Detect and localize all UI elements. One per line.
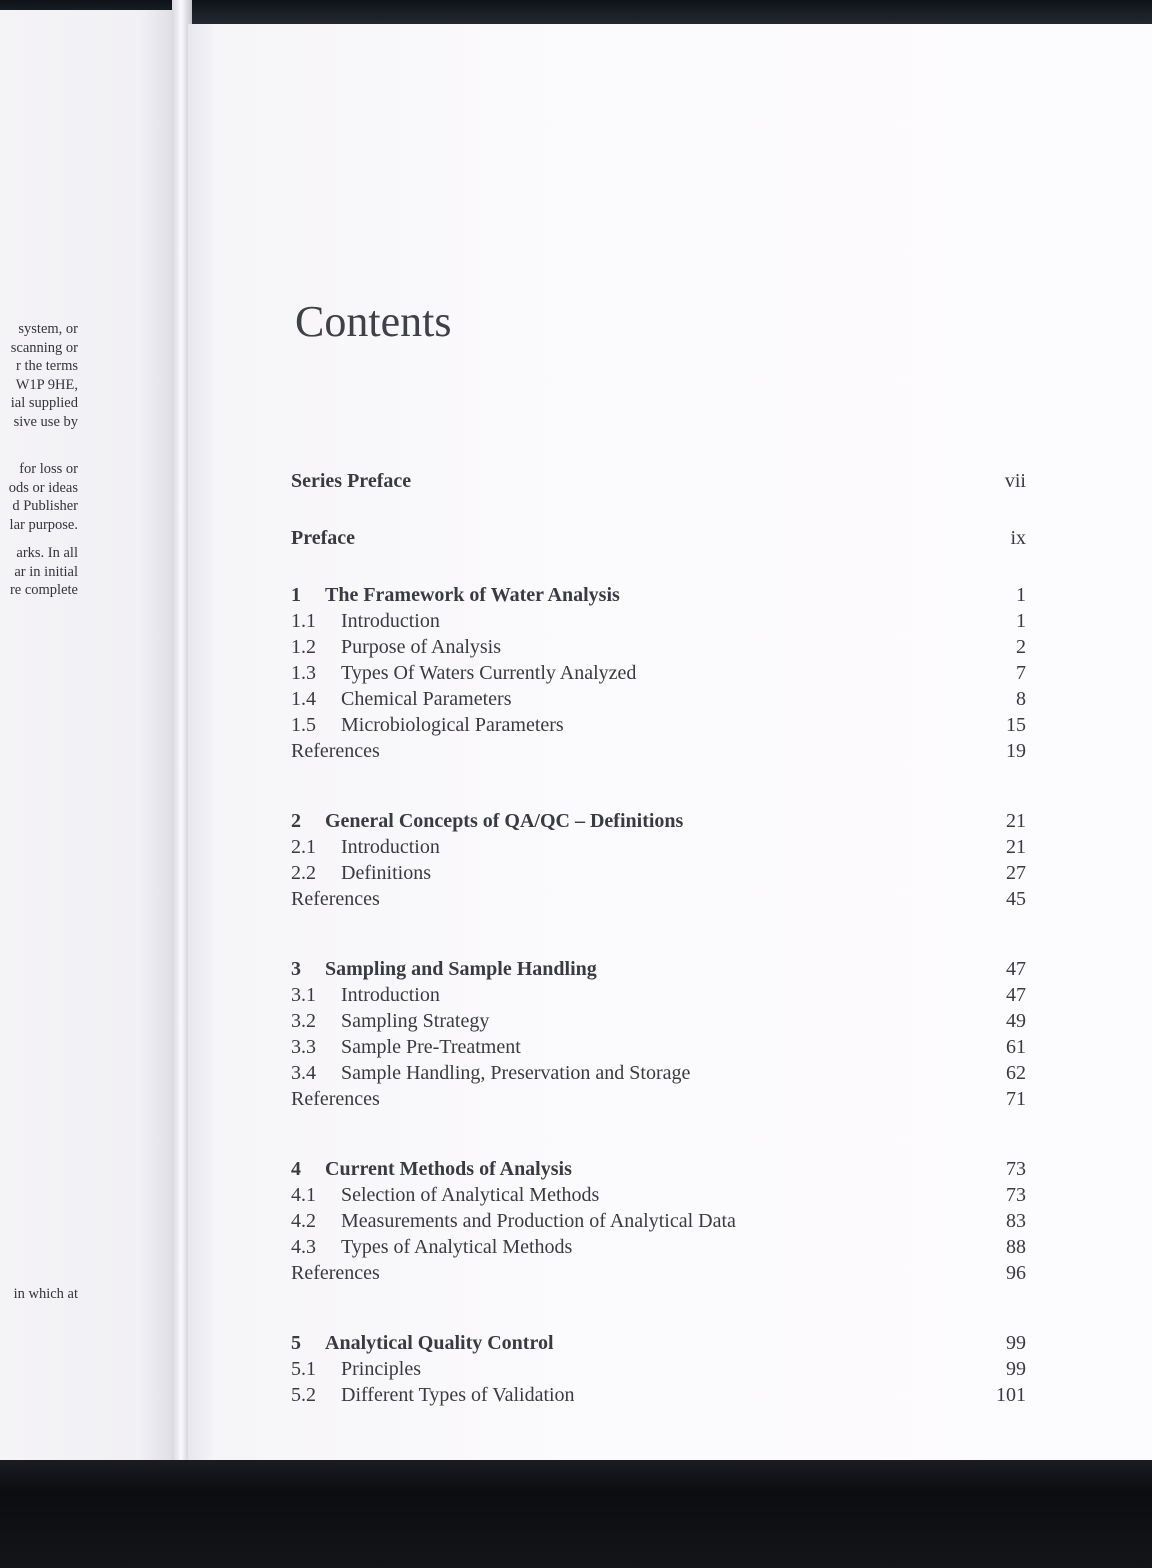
- toc-section-title: Introduction: [341, 836, 440, 858]
- toc-chapter-title: Sampling and Sample Handling: [325, 958, 597, 980]
- toc-references-label: [291, 1086, 380, 1112]
- toc-section-title: Sampling Strategy: [341, 1010, 490, 1032]
- toc-section[interactable]: [291, 1182, 1026, 1208]
- toc-section-page: 73: [1006, 1184, 1026, 1206]
- toc-chapter-number: 1: [291, 584, 301, 606]
- toc-section-title: Introduction: [341, 610, 440, 632]
- left-page-line: scanning or: [10, 339, 78, 356]
- toc-section-title: Chemical Parameters: [341, 688, 512, 710]
- toc-section-title: Different Types of Validation: [341, 1384, 575, 1406]
- toc-section-number: 4.2: [291, 1210, 316, 1232]
- toc-front-matter[interactable]: [291, 468, 1026, 494]
- toc-references-label: [291, 738, 380, 764]
- toc-section[interactable]: [291, 860, 1026, 886]
- toc-section-label: [291, 634, 501, 660]
- toc-section-page: 21: [1006, 836, 1026, 858]
- left-page-line: ial supplied: [10, 395, 78, 411]
- toc-chapter-page: 99: [1006, 1332, 1026, 1354]
- toc-section-page: 99: [1006, 1358, 1026, 1380]
- toc-section-label: [291, 1182, 599, 1208]
- table-of-contents: [291, 468, 1026, 1408]
- toc-section-number: 3.2: [291, 1010, 316, 1032]
- toc-section-title: Principles: [341, 1358, 421, 1380]
- toc-section[interactable]: [291, 686, 1026, 712]
- toc-section[interactable]: [291, 1356, 1026, 1382]
- toc-chapter-label: [291, 1156, 572, 1182]
- toc-chapter-label: [291, 1330, 554, 1356]
- toc-references-title: References: [291, 740, 380, 762]
- toc-chapter-title: Analytical Quality Control: [325, 1332, 554, 1354]
- left-page-line: in which at: [13, 1286, 78, 1302]
- toc-references-page: 96: [1006, 1262, 1026, 1284]
- toc-chapter[interactable]: [291, 1330, 1026, 1356]
- toc-section-label: [291, 660, 636, 686]
- toc-section-label: [291, 834, 440, 860]
- toc-chapter-label: [291, 956, 597, 982]
- toc-spacer: [291, 1286, 1026, 1330]
- toc-section-page: 47: [1006, 984, 1026, 1006]
- left-page-line: ods or ideas: [8, 479, 78, 496]
- toc-section-page: 101: [996, 1384, 1026, 1406]
- toc-section[interactable]: [291, 1008, 1026, 1034]
- toc-spacer: [291, 1112, 1026, 1156]
- toc-section-page: 1: [1016, 610, 1026, 632]
- toc-chapter-number: 3: [291, 958, 301, 980]
- toc-references-label: [291, 1260, 380, 1286]
- left-page-line: r the terms: [15, 358, 78, 374]
- toc-section[interactable]: [291, 1034, 1026, 1060]
- toc-section-number: 1.5: [291, 714, 316, 736]
- toc-section-page: 2: [1016, 636, 1026, 658]
- toc-section-number: 1.1: [291, 610, 316, 632]
- toc-spacer: [291, 494, 1026, 525]
- toc-section-label: [291, 1234, 572, 1260]
- toc-section-label: [291, 860, 431, 886]
- left-page-line: ar in initial: [14, 563, 78, 580]
- toc-chapter-number: 2: [291, 810, 301, 832]
- toc-section[interactable]: [291, 1208, 1026, 1234]
- left-page-line: sive use by: [13, 413, 78, 430]
- toc-section-label: [291, 608, 440, 634]
- toc-chapter-title: Current Methods of Analysis: [325, 1158, 572, 1180]
- toc-section-page: 61: [1006, 1036, 1026, 1058]
- toc-chapter-page: 73: [1006, 1158, 1026, 1180]
- toc-front-matter-title: Series Preface: [291, 470, 412, 492]
- toc-section-number: 3.1: [291, 984, 316, 1006]
- toc-section[interactable]: [291, 712, 1026, 738]
- toc-section-number: 4.1: [291, 1184, 316, 1206]
- toc-references[interactable]: [291, 1260, 1026, 1286]
- toc-section-title: Types of Analytical Methods: [341, 1236, 573, 1258]
- toc-references-title: References: [291, 1262, 380, 1284]
- left-text-block-bottom: [14, 1285, 78, 1304]
- toc-front-matter[interactable]: [291, 525, 1026, 551]
- toc-section-title: Microbiological Parameters: [341, 714, 564, 736]
- toc-chapter[interactable]: [291, 582, 1026, 608]
- toc-section-page: 15: [1006, 714, 1026, 736]
- toc-section-page: 7: [1016, 662, 1026, 684]
- toc-section-number: 4.3: [291, 1236, 316, 1258]
- toc-section-number: 5.2: [291, 1384, 316, 1406]
- toc-section-page: 62: [1006, 1062, 1026, 1084]
- toc-section-number: 5.1: [291, 1358, 316, 1380]
- left-page-line: d Publisher: [12, 498, 78, 514]
- left-page-line: re complete: [9, 582, 78, 598]
- toc-section[interactable]: [291, 1234, 1026, 1260]
- toc-section-title: Sample Pre-Treatment: [341, 1036, 521, 1058]
- toc-section-label: [291, 1208, 736, 1234]
- toc-chapter-title: General Concepts of QA/QC – Definitions: [325, 810, 684, 832]
- toc-section-page: 83: [1006, 1210, 1026, 1232]
- toc-section-label: [291, 1060, 690, 1086]
- toc-section-label: [291, 982, 440, 1008]
- toc-section-title: Types Of Waters Currently Analyzed: [341, 662, 637, 684]
- left-page-line: lar purpose.: [9, 516, 78, 533]
- left-page-line: system, or: [18, 321, 78, 337]
- toc-section-number: 3.4: [291, 1062, 316, 1084]
- toc-section[interactable]: [291, 834, 1026, 860]
- toc-section[interactable]: [291, 982, 1026, 1008]
- toc-section-number: 2.2: [291, 862, 316, 884]
- toc-section-title: Selection of Analytical Methods: [341, 1184, 600, 1206]
- toc-section-title: Measurements and Production of Analytical Data: [341, 1210, 736, 1232]
- toc-chapter[interactable]: [291, 808, 1026, 834]
- toc-section-number: 1.4: [291, 688, 316, 710]
- toc-section-number: 2.1: [291, 836, 316, 858]
- toc-section-page: 88: [1006, 1236, 1026, 1258]
- toc-section-page: 49: [1006, 1010, 1026, 1032]
- toc-chapter-title: The Framework of Water Analysis: [325, 584, 620, 606]
- left-page-line: for loss or: [19, 461, 78, 477]
- toc-references-label: [291, 886, 380, 912]
- toc-chapter-page: 47: [1006, 958, 1026, 980]
- toc-references-title: References: [291, 888, 380, 910]
- toc-section-page: 8: [1016, 688, 1026, 710]
- left-page: [0, 10, 186, 1460]
- bottom-shadow: [0, 1460, 1152, 1568]
- left-text-block-copyright: [11, 320, 78, 431]
- toc-section[interactable]: [291, 660, 1026, 686]
- toc-front-matter-title: Preface: [291, 527, 356, 549]
- toc-references-title: References: [291, 1088, 380, 1110]
- toc-section-number: 1.3: [291, 662, 316, 684]
- left-page-line: W1P 9HE,: [15, 376, 78, 393]
- toc-section-label: [291, 1356, 421, 1382]
- toc-spacer: [291, 912, 1026, 956]
- toc-section-number: 1.2: [291, 636, 316, 658]
- page-title: Contents: [295, 297, 452, 346]
- toc-section-label: [291, 1034, 521, 1060]
- toc-section[interactable]: [291, 634, 1026, 660]
- toc-section[interactable]: [291, 1382, 1026, 1408]
- toc-section-title: Sample Handling, Preservation and Storage: [341, 1062, 691, 1084]
- toc-section[interactable]: [291, 1060, 1026, 1086]
- toc-references-page: 45: [1006, 888, 1026, 910]
- toc-chapter-label: [291, 808, 683, 834]
- toc-section-label: [291, 1382, 575, 1408]
- toc-references[interactable]: [291, 738, 1026, 764]
- left-text-block-trademarks: [10, 544, 78, 600]
- toc-section-title: Definitions: [341, 862, 431, 884]
- toc-references-page: 71: [1006, 1088, 1026, 1110]
- toc-front-matter-label: [291, 525, 355, 551]
- toc-section-title: Introduction: [341, 984, 440, 1006]
- left-page-line: arks. In all: [16, 545, 78, 561]
- toc-chapter[interactable]: [291, 1156, 1026, 1182]
- toc-section-label: [291, 712, 564, 738]
- toc-spacer: [291, 551, 1026, 582]
- toc-chapter-number: 4: [291, 1158, 301, 1180]
- toc-chapter-number: 5: [291, 1332, 301, 1354]
- toc-section-number: 3.3: [291, 1036, 316, 1058]
- toc-chapter-label: [291, 582, 620, 608]
- toc-section-label: [291, 686, 512, 712]
- toc-front-matter-page: vii: [1004, 470, 1026, 492]
- toc-section[interactable]: [291, 608, 1026, 634]
- toc-front-matter-label: [291, 468, 411, 494]
- toc-references[interactable]: [291, 1086, 1026, 1112]
- toc-spacer: [291, 764, 1026, 808]
- toc-chapter[interactable]: [291, 956, 1026, 982]
- toc-references[interactable]: [291, 886, 1026, 912]
- toc-front-matter-page: ix: [1010, 527, 1026, 549]
- toc-chapter-page: 21: [1006, 810, 1026, 832]
- right-page: [188, 24, 1152, 1462]
- toc-section-label: [291, 1008, 489, 1034]
- left-text-block-liability: [9, 460, 78, 534]
- toc-section-page: 27: [1006, 862, 1026, 884]
- toc-references-page: 19: [1006, 740, 1026, 762]
- toc-chapter-page: 1: [1016, 584, 1026, 606]
- toc-section-title: Purpose of Analysis: [341, 636, 501, 658]
